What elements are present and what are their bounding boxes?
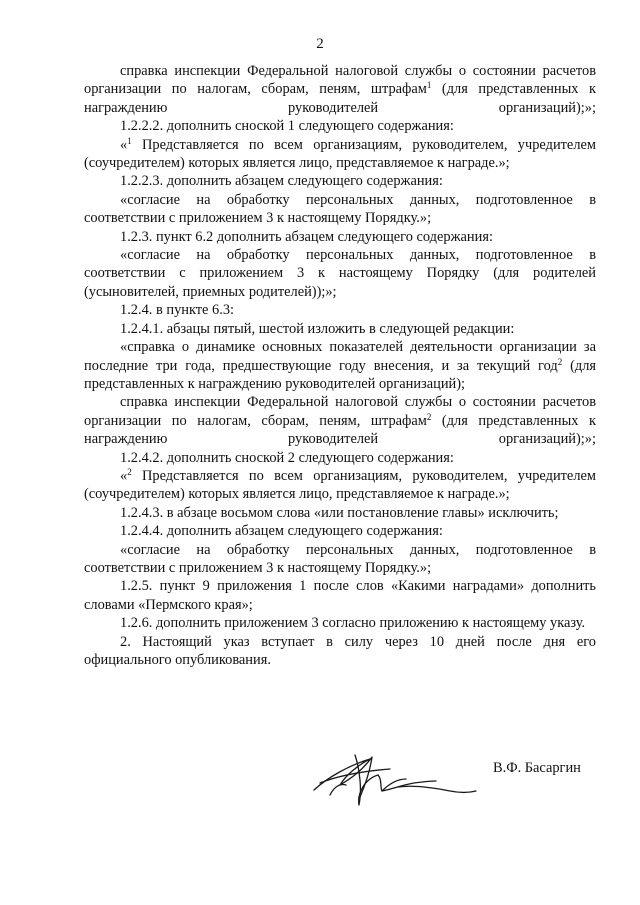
paragraph <box>84 467 596 504</box>
paragraph <box>84 246 596 301</box>
paragraph <box>84 62 596 117</box>
paragraph <box>84 338 596 393</box>
paragraph <box>84 301 596 319</box>
paragraph-text: (для представленных к награждению руководителей организаций); <box>84 357 596 392</box>
paragraph-text: 1.2.2.2. дополнить сноской 1 следующего содержания: <box>120 118 454 135</box>
paragraph-text: 1.2.6. дополнить приложением 3 согласно приложению к настоящему указу. <box>120 615 586 632</box>
paragraph-text: « <box>120 136 128 153</box>
paragraph-text: справка инспекции Федеральной налоговой службы о состоянии расчетов организации по налогам, сборам, пеням, штрафам <box>84 394 596 429</box>
paragraph-text: «справка о динамике основных показателей деятельности организации за последние три года, предшествующие году внесения, и за текущий год <box>84 339 596 374</box>
footnote-ref: 2 <box>426 411 432 422</box>
footnote-ref: 1 <box>426 80 432 91</box>
footnote-ref: 2 <box>127 466 132 477</box>
paragraph-text: 2. Настоящий указ вступает в силу через 10 дней после дня его официального опубликования. <box>84 633 596 668</box>
paragraph <box>84 172 596 190</box>
paragraph-text: 1.2.2.3. дополнить абзацем следующего содержания: <box>120 173 443 190</box>
paragraph <box>84 504 596 522</box>
paragraph-text: 1.2.4.4. дополнить абзацем следующего содержания: <box>120 523 443 540</box>
footnote-ref: 2 <box>557 356 563 367</box>
paragraph <box>84 393 596 448</box>
paragraph-text: 1.2.4.3. в абзаце восьмом слова «или постановление главы» исключить; <box>120 504 559 521</box>
paragraph-text: 1.2.4.1. абзацы пятый, шестой изложить в следующей редакции: <box>120 320 515 337</box>
paragraph <box>84 228 596 246</box>
paragraph <box>84 633 596 670</box>
signer-name: В.Ф. Басаргин <box>493 760 581 776</box>
paragraph <box>84 541 596 578</box>
handwritten-signature <box>310 735 480 810</box>
paragraph-text: 1.2.4. в пункте 6.3: <box>120 302 235 319</box>
paragraph-text: «согласие на обработку персональных данных, подготовленное в соответствии с приложением 3 к настоящему Порядку.»; <box>84 541 596 576</box>
paragraph-text: 1.2.4.2. дополнить сноской 2 следующего содержания: <box>120 449 454 466</box>
paragraph <box>84 449 596 467</box>
paragraph <box>84 191 596 228</box>
paragraph-text: 1.2.5. пункт 9 приложения 1 после слов «Какими наградами» дополнить словами «Пермского края»; <box>84 578 596 613</box>
paragraph <box>84 614 596 632</box>
paragraph <box>84 577 596 614</box>
paragraph-text: Представляется по всем организациям, руководителем, учредителем (соучредителем) которых является лицо, представляемое к награде.»; <box>84 136 596 172</box>
document-body <box>84 62 596 669</box>
paragraph-text: « <box>120 467 128 484</box>
paragraph-text: «согласие на обработку персональных данных, подготовленное в соответствии с приложением 3 к настоящему Порядку.»; <box>84 191 596 227</box>
paragraph-text: (для представленных к награждению руководителей организаций);»; <box>84 81 596 116</box>
paragraph-text: Представляется по всем организациям, руководителем, учредителем (соучредителем) которых является лицо, представляемое к награде.»; <box>84 467 596 503</box>
paragraph-text: (для представленных к награждению руководителей организаций);»; <box>84 412 596 448</box>
footnote-ref: 1 <box>127 135 132 146</box>
paragraph-text: 1.2.3. пункт 6.2 дополнить абзацем следующего содержания: <box>120 228 493 245</box>
paragraph <box>84 136 596 173</box>
paragraph <box>84 522 596 540</box>
paragraph-text: «согласие на обработку персональных данных, подготовленное в соответствии с приложением 3 к настоящему Порядку (для родителей (усыновителей, приемных родителей));»; <box>84 247 596 300</box>
paragraph-text: справка инспекции Федеральной налоговой службы о состоянии расчетов организации по налогам, сборам, пеням, штрафам <box>84 63 596 98</box>
page-number: 2 <box>316 36 324 52</box>
paragraph <box>84 320 596 338</box>
paragraph <box>84 117 596 135</box>
